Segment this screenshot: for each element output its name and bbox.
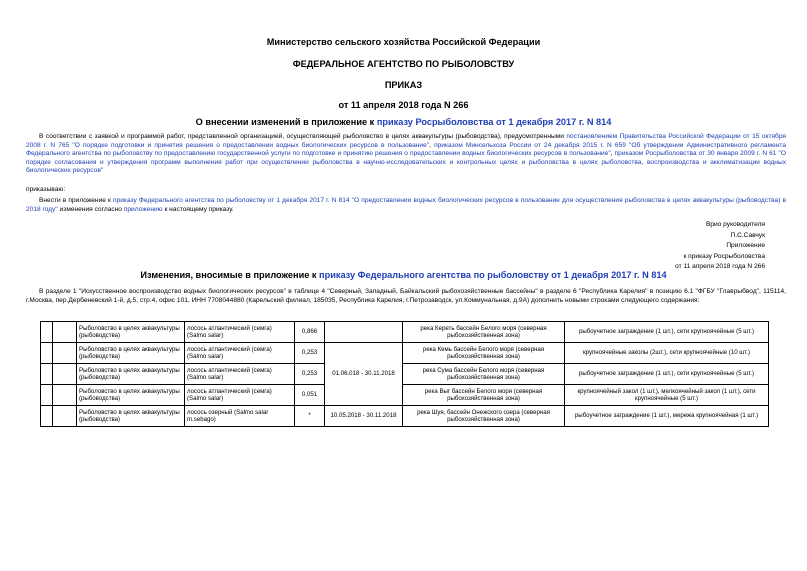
link-order-814[interactable]: приказу Федерального агентства по рыболовству от 1 декабря 2017 г. N 814 "О предоставлении водных биологических ресурсов в пользование для осуществления рыболовства в целях аквакультуры (рыбоводства) в 2018 году" bbox=[26, 197, 786, 213]
ministry-heading: Министерство сельского хозяйства Российской Федерации bbox=[266, 37, 541, 47]
table-cell-blank bbox=[41, 406, 53, 427]
table-cell-purpose: Рыболовство в целях аквакультуры (рыбоводства) bbox=[77, 322, 185, 343]
table-row bbox=[41, 343, 769, 364]
table-cell-gear: крупноячейные заколы (2шт.), сети крупноячейные (10 шт.) bbox=[565, 343, 769, 364]
table-cell-blank bbox=[53, 322, 77, 343]
table-cell-volume: 0,051 bbox=[295, 385, 325, 406]
appendix-line-1: к приказу Росрыболовства bbox=[683, 252, 765, 260]
table-cell-species: лосось озерный (Salmo salar m.sebago) bbox=[185, 406, 295, 427]
table-cell-species: лосось атлантический (семга) (Salmo salar) bbox=[185, 364, 295, 385]
doc-type-heading: ПРИКАЗ bbox=[384, 80, 423, 90]
amendments-table bbox=[40, 321, 769, 427]
date-number: от 11 апреля 2018 года N 266 bbox=[338, 100, 469, 110]
table-row bbox=[41, 322, 769, 343]
preamble-text-3: , bbox=[610, 150, 615, 157]
table-cell-blank bbox=[41, 322, 53, 343]
table-cell-volume: * bbox=[295, 406, 325, 427]
table-cell-volume: 0,866 bbox=[295, 322, 325, 343]
appendix-intro-paragraph bbox=[26, 288, 786, 305]
table-cell-species: лосось атлантический (семга) (Salmo salar) bbox=[185, 322, 295, 343]
table-cell-purpose: Рыболовство в целях аквакультуры (рыбоводства) bbox=[77, 385, 185, 406]
link-government-decree[interactable]: постановлением Правительства Российской Федерации от 15 октября 2008 г. N 765 "О порядке подготовки и принятия решения о предоставлении водных биологических ресурсов в пользование" bbox=[26, 133, 786, 149]
document-title-text: О внесении изменений в приложение к bbox=[195, 117, 377, 127]
order-text-2: изменения согласно bbox=[57, 205, 124, 213]
table-cell-area: река Сума бассейн Белого моря (северная рыбохозяйственная зона) bbox=[403, 364, 565, 385]
table-cell-gear: рыбоучетное заграждение (1 шт.), мережа крупноячейная (1 шт.) bbox=[565, 406, 769, 427]
table-cell-period: 10.05.2018 - 30.11.2018 bbox=[325, 406, 403, 427]
table-cell-gear: рыбоучетное заграждение (1 шт.), сети крупноячейные (5 шт.) bbox=[565, 364, 769, 385]
table-cell-purpose: Рыболовство в целях аквакультуры (рыбоводства) bbox=[77, 343, 185, 364]
table-cell-blank bbox=[53, 364, 77, 385]
appendix-intro-text: В разделе 1 "Искусственное воспроизводство водных биологических ресурсов" в таблице 4 "Северный, Западный, Байкальский рыбохозяйственные бассейны" в разделе 6 "Республика Карелия" в позицию 6.1 "ФГБУ "Главрыбвод", 115114, г.Москва, пер.Дербеневский 1-й, д.5, стр.4, офис 101, ИНН 7708044880 (Карельский филиал, 185035, Республика Карелия, г.Петрозаводск, ул.Коммунальная, д.9А) дополнить новыми строками следующего содержания: bbox=[26, 288, 786, 304]
appendix-title bbox=[0, 270, 807, 281]
preamble-text-2: , bbox=[429, 141, 435, 149]
table-cell-area: река Кемь бассейн Белого моря (северная рыбохозяйственная зона) bbox=[403, 343, 565, 364]
order-text-3: к настоящему приказу. bbox=[162, 205, 234, 213]
table-cell-volume: 0,253 bbox=[295, 364, 325, 385]
table-cell-gear: крупноячейный закол (1 шт.), мелкоячейный закол (1 шт.), сети крупноячейные (5 шт.) bbox=[565, 385, 769, 406]
table-cell-area: река Выг бассейн Белого моря (северная рыбохозяйственная зона) bbox=[403, 385, 565, 406]
agency-heading: ФЕДЕРАЛЬНОЕ АГЕНТСТВО ПО РЫБОЛОВСТВУ bbox=[292, 59, 515, 69]
table-cell-blank bbox=[41, 364, 53, 385]
appendix-title-link[interactable]: приказу Федерального агентства по рыболовству от 1 декабря 2017 г. N 814 bbox=[319, 270, 667, 280]
table-cell-species: лосось атлантический (семга) (Salmo salar) bbox=[185, 343, 295, 364]
table-cell-purpose: Рыболовство в целях аквакультуры (рыбоводства) bbox=[77, 364, 185, 385]
table-row bbox=[41, 406, 769, 427]
signature-position: Врио руководителя bbox=[705, 221, 765, 228]
table-cell-gear: рыбоучетное заграждение (1 шт.), сети крупноячейные (5 шт.) bbox=[565, 322, 769, 343]
signature-block bbox=[515, 220, 765, 273]
appendix-line-2: от 11 апреля 2018 года N 266 bbox=[675, 263, 765, 270]
table-cell-purpose: Рыболовство в целях аквакультуры (рыбоводства) bbox=[77, 406, 185, 427]
preamble-paragraph bbox=[26, 133, 786, 176]
signature-name: П.С.Савчук bbox=[730, 231, 765, 239]
table-cell-area: река Шуя, бассейн Онежского озера (северная рыбохозяйственная зона) bbox=[403, 406, 565, 427]
appendix-title-text: Изменения, вносимые в приложение к bbox=[140, 270, 320, 280]
orders-line: приказываю: bbox=[26, 186, 66, 193]
table-cell-period: 01.06.018 - 30.11.2018 bbox=[325, 343, 403, 406]
table-cell-blank bbox=[53, 385, 77, 406]
link-minselkhoz-order[interactable]: приказом Минсельхоза России от 24 декабря 2015 г. N 659 "Об утверждении Административного регламента Федерального агентства по рыболовству по предоставлению государственной услуги по подготовке и принятию решения о предоставлении водных биологических ресурсов в пользование" bbox=[26, 141, 786, 157]
table-cell-period bbox=[325, 322, 403, 343]
table-cell-blank bbox=[41, 343, 53, 364]
link-appendix[interactable]: приложению bbox=[123, 205, 163, 213]
document-title bbox=[0, 117, 807, 128]
order-item-paragraph bbox=[26, 197, 786, 214]
table-cell-volume: 0,253 bbox=[295, 343, 325, 364]
appendix-label: Приложение bbox=[726, 242, 765, 249]
preamble-text-1: В соответствии с заявкой и программой работ, представленной организацией, осуществляющей рыболовство в целях аквакультуры (рыбоводства), предусмотренными bbox=[39, 133, 567, 140]
order-text-1: Внести в приложение к bbox=[39, 197, 114, 204]
table-cell-blank bbox=[53, 343, 77, 364]
document-title-link[interactable]: приказу Росрыболовства от 1 декабря 2017 г. N 814 bbox=[376, 117, 612, 127]
table-cell-species: лосось атлантический (семга) (Salmo salar) bbox=[185, 385, 295, 406]
table-cell-blank bbox=[53, 406, 77, 427]
link-rosrybolovstvo-order[interactable]: приказом Росрыболовства от 30 января 2009 г. N 61 "О порядке согласования и утверждения программ выполнения работ при осуществлении рыболовства в научно-исследовательских и контрольных целях и рыболовства в целях рыболовства, воспроизводства и акклиматизации водных биологических ресурсов" bbox=[26, 150, 786, 174]
table-row bbox=[41, 364, 769, 385]
table-row bbox=[41, 385, 769, 406]
table-cell-blank bbox=[41, 385, 53, 406]
table-cell-area: река Кереть бассейн Белого моря (северная рыбохозяйственная зона) bbox=[403, 322, 565, 343]
